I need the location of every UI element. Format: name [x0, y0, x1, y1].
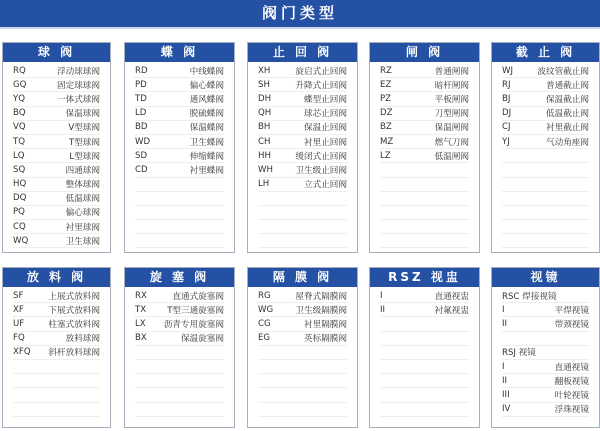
- valve-name: 缓闭式止回阀: [295, 151, 347, 162]
- valve-name: 保温球阀: [65, 109, 100, 120]
- valve-code: CG: [258, 318, 271, 329]
- list-item: [502, 192, 589, 206]
- list-item: [258, 289, 347, 303]
- valve-name: 衬里球阀: [65, 222, 100, 233]
- list-item: [380, 374, 469, 388]
- card-title: 截 止 阀: [492, 43, 599, 62]
- valve-name: 燃气刀阀: [434, 137, 469, 148]
- list-item: [502, 178, 589, 192]
- list-item: [502, 317, 589, 331]
- valve-code: DZ: [380, 108, 393, 119]
- valve-name: 翻板视镜: [554, 376, 589, 387]
- list-item: [258, 374, 347, 388]
- rsz-sight-cup-card: [369, 267, 480, 428]
- valve-name: 低温球阀: [65, 194, 100, 205]
- card-rows: [248, 287, 357, 428]
- valve-name: 整体球阀: [65, 180, 100, 191]
- list-item: [258, 388, 347, 402]
- list-item: [13, 374, 100, 388]
- list-item: [380, 417, 469, 428]
- valve-code: SF: [13, 290, 24, 301]
- list-item: [135, 332, 224, 346]
- diaphragm-valve-card: [247, 267, 358, 428]
- valve-name: 普通截止阀: [546, 80, 589, 91]
- list-item: [135, 374, 224, 388]
- valve-name: 下展式放料阀: [48, 305, 100, 316]
- card-title: 放 料 阀: [3, 268, 110, 287]
- valve-code: HH: [258, 150, 271, 161]
- valve-name: 带颈视镜: [554, 319, 589, 330]
- valve-code: WQ: [13, 235, 29, 246]
- valve-name: 保温蝶阀: [189, 123, 224, 134]
- valve-name: 保温闸阀: [434, 123, 469, 134]
- list-item: [135, 234, 224, 248]
- valve-name: 沥青专用旋塞阀: [163, 319, 224, 330]
- list-item: [502, 403, 589, 417]
- valve-code: RQ: [13, 65, 26, 76]
- valve-name: 卫生级隔膜阀: [295, 305, 347, 316]
- valve-name: 平焊视镜: [554, 305, 589, 316]
- card-rows: [3, 62, 110, 248]
- valve-code: III: [502, 389, 510, 400]
- list-item: [135, 64, 224, 78]
- list-item: [135, 360, 224, 374]
- list-item: [258, 121, 347, 135]
- gate-valve-card: [369, 42, 480, 253]
- list-item: [135, 163, 224, 177]
- card-rows: [492, 62, 599, 248]
- list-item: [502, 107, 589, 121]
- list-item: [13, 303, 100, 317]
- valve-code: TD: [135, 93, 147, 104]
- valve-name: 通风蝶阀: [189, 94, 224, 105]
- valve-name: 保温截止阀: [546, 94, 589, 105]
- card-title: 球 阀: [3, 43, 110, 62]
- valve-name: 浮动球球阀: [57, 66, 100, 77]
- list-item: [135, 178, 224, 192]
- valve-code: YJ: [502, 136, 510, 147]
- valve-code: RG: [258, 290, 271, 301]
- valve-name: 四通球阀: [65, 165, 100, 176]
- valve-code: CH: [258, 136, 271, 147]
- valve-name: 上展式放料阀: [48, 291, 100, 302]
- valve-code: XF: [13, 304, 24, 315]
- banner-divider: [0, 27, 600, 29]
- valve-code: BQ: [13, 108, 26, 119]
- discharge-valve-card: [2, 267, 111, 428]
- list-item: [380, 92, 469, 106]
- valve-name: V型球阀: [68, 123, 100, 134]
- card-title: 隔 膜 阀: [248, 268, 357, 287]
- valve-name: 低温截止阀: [546, 109, 589, 120]
- list-item: [13, 220, 100, 234]
- valve-code: SH: [258, 79, 270, 90]
- valve-code: BD: [135, 122, 148, 133]
- valve-code: II: [502, 318, 508, 329]
- list-item: [502, 135, 589, 149]
- valve-code: WG: [258, 304, 274, 315]
- valve-name: 立式止回阀: [304, 180, 347, 191]
- list-item: [502, 360, 589, 374]
- card-rows: [370, 287, 479, 428]
- valve-name: 卫生级止回阀: [295, 165, 347, 176]
- valve-code: QH: [258, 108, 272, 119]
- valve-code: RJ: [502, 79, 511, 90]
- card-rows: [3, 287, 110, 428]
- card-rows: [492, 287, 599, 417]
- list-item: [13, 346, 100, 360]
- list-item: [13, 417, 100, 428]
- list-item: [258, 403, 347, 417]
- valve-code: PQ: [13, 207, 25, 218]
- list-item: [135, 149, 224, 163]
- plug-valve-card: [124, 267, 235, 428]
- list-item: [13, 206, 100, 220]
- valve-code: RSJ 视镜: [502, 348, 536, 359]
- valve-name: 偏心蝶阀: [189, 80, 224, 91]
- list-item: [135, 317, 224, 331]
- valve-code: WH: [258, 164, 273, 175]
- list-item: [380, 78, 469, 92]
- list-item: [380, 332, 469, 346]
- valve-name: 球芯止回阀: [304, 109, 347, 120]
- list-item: [13, 234, 100, 248]
- valve-name: 衬里蝶阀: [189, 165, 224, 176]
- list-item: [135, 92, 224, 106]
- valve-name: 平板闸阀: [434, 94, 469, 105]
- card-title: 视镜: [492, 268, 599, 287]
- valve-code: TQ: [13, 136, 26, 147]
- list-item: [258, 149, 347, 163]
- valve-name: 直通视盅: [434, 291, 469, 302]
- valve-code: LD: [135, 108, 147, 119]
- list-item: [135, 220, 224, 234]
- list-item: [135, 107, 224, 121]
- valve-name: 叶轮视镜: [554, 390, 589, 401]
- card-title: RSZ 视盅: [370, 268, 479, 287]
- globe-valve-card: [491, 42, 600, 253]
- list-item: [258, 346, 347, 360]
- valve-name: 放料球阀: [65, 334, 100, 345]
- list-item: [13, 64, 100, 78]
- card-rows: [248, 62, 357, 248]
- valve-code: II: [502, 375, 508, 386]
- valve-code: PD: [135, 79, 147, 90]
- butterfly-valve-card: [124, 42, 235, 253]
- list-item: [502, 332, 589, 346]
- valve-name: 低温闸阀: [434, 151, 469, 162]
- valve-code: GQ: [13, 79, 27, 90]
- valve-name: 蝶型止回阀: [304, 94, 347, 105]
- valve-name: 保温止回阀: [304, 123, 347, 134]
- list-item: [13, 388, 100, 402]
- list-item: [258, 303, 347, 317]
- list-item: [502, 289, 589, 303]
- valve-code: II: [380, 304, 386, 315]
- list-item: [380, 163, 469, 177]
- valve-code: RSC 焊接视镜: [502, 291, 557, 302]
- valve-code: I: [502, 361, 505, 372]
- card-rows: [370, 62, 479, 248]
- valve-name: 直通式旋塞阀: [172, 291, 224, 302]
- valve-code: LZ: [380, 150, 391, 161]
- valve-code: SQ: [13, 164, 26, 175]
- valve-code: MZ: [380, 136, 394, 147]
- list-item: [380, 346, 469, 360]
- valve-name: 普通闸阀: [434, 66, 469, 77]
- list-item: [380, 317, 469, 331]
- card-title: 蝶 阀: [125, 43, 234, 62]
- valve-code: BH: [258, 122, 271, 133]
- list-item: [380, 234, 469, 248]
- card-rows: [125, 62, 234, 248]
- valve-code: SD: [135, 150, 148, 161]
- list-item: [502, 64, 589, 78]
- valve-code: BX: [135, 333, 147, 344]
- valve-name: 气动角座阀: [546, 137, 589, 148]
- list-item: [135, 403, 224, 417]
- list-item: [135, 121, 224, 135]
- valve-name: 浮珠视镜: [554, 405, 589, 416]
- list-item: [13, 360, 100, 374]
- valve-name: 直通视镜: [554, 362, 589, 373]
- list-item: [502, 149, 589, 163]
- valve-name: 斜杆放料球阀: [48, 348, 100, 359]
- valve-code: FQ: [13, 333, 25, 344]
- valve-name: 衬氟视盅: [434, 305, 469, 316]
- list-item: [380, 388, 469, 402]
- valve-code: WD: [135, 136, 151, 147]
- list-item: [135, 417, 224, 428]
- valve-name: 偏心球阀: [65, 208, 100, 219]
- list-item: [258, 78, 347, 92]
- valve-code: RZ: [380, 65, 392, 76]
- list-item: [258, 64, 347, 78]
- valve-name: 衬里隔膜阀: [304, 319, 347, 330]
- valve-code: RD: [135, 65, 148, 76]
- list-item: [380, 64, 469, 78]
- valve-name: 旋启式止回阀: [295, 66, 347, 77]
- list-item: [380, 206, 469, 220]
- list-item: [258, 107, 347, 121]
- valve-name: 柱塞式放料阀: [48, 319, 100, 330]
- valve-name: 中线蝶阀: [189, 66, 224, 77]
- ball-valve-card: [2, 42, 111, 253]
- list-item: [380, 220, 469, 234]
- list-item: [380, 403, 469, 417]
- page-title-banner: 阀门类型: [0, 0, 600, 27]
- valve-code: UF: [13, 318, 25, 329]
- valve-name: 一体式球阀: [57, 94, 100, 105]
- list-item: [380, 289, 469, 303]
- list-item: [13, 121, 100, 135]
- list-item: [258, 92, 347, 106]
- list-item: [258, 178, 347, 192]
- list-item: [258, 317, 347, 331]
- sight-glass-card: [491, 267, 600, 428]
- list-item: [13, 403, 100, 417]
- valve-name: 波纹管截止阀: [537, 66, 589, 77]
- valve-code: VQ: [13, 122, 26, 133]
- list-item: [380, 303, 469, 317]
- valve-name: 脱硫蝶阀: [189, 109, 224, 120]
- valve-name: 刀型闸阀: [434, 109, 469, 120]
- card-rows: [125, 287, 234, 428]
- list-item: [258, 135, 347, 149]
- list-item: [135, 289, 224, 303]
- valve-code: DQ: [13, 193, 27, 204]
- list-item: [13, 192, 100, 206]
- valve-code: RX: [135, 290, 147, 301]
- valve-name: L型球阀: [69, 151, 100, 162]
- list-item: [135, 346, 224, 360]
- valve-code: I: [502, 304, 505, 315]
- list-item: [135, 192, 224, 206]
- valve-code: LQ: [13, 150, 25, 161]
- list-item: [258, 220, 347, 234]
- valve-code: BZ: [380, 122, 392, 133]
- list-item: [502, 220, 589, 234]
- valve-name: 衬里止回阀: [304, 137, 347, 148]
- valve-name: T型三通旋塞阀: [167, 305, 224, 316]
- list-item: [13, 289, 100, 303]
- list-item: [13, 107, 100, 121]
- valve-code: WJ: [502, 65, 514, 76]
- valve-code: XFQ: [13, 347, 31, 358]
- valve-code: LX: [135, 318, 146, 329]
- list-item: [380, 107, 469, 121]
- list-item: [13, 163, 100, 177]
- list-item: [13, 317, 100, 331]
- list-item: [135, 78, 224, 92]
- list-item: [380, 149, 469, 163]
- list-item: [502, 92, 589, 106]
- card-title: 旋 塞 阀: [125, 268, 234, 287]
- list-item: [13, 149, 100, 163]
- valve-code: PZ: [380, 93, 392, 104]
- valve-name: 固定球球阀: [57, 80, 100, 91]
- valve-code: HQ: [13, 179, 27, 190]
- list-item: [502, 234, 589, 248]
- list-item: [380, 178, 469, 192]
- list-item: [135, 388, 224, 402]
- list-item: [135, 206, 224, 220]
- list-item: [502, 206, 589, 220]
- valve-code: DH: [258, 93, 272, 104]
- valve-name: 升降式止回阀: [295, 80, 347, 91]
- list-item: [13, 135, 100, 149]
- list-item: [502, 374, 589, 388]
- list-item: [502, 388, 589, 402]
- list-item: [13, 332, 100, 346]
- valve-code: XH: [258, 65, 271, 76]
- list-item: [380, 192, 469, 206]
- valve-name: 卫生球阀: [65, 236, 100, 247]
- valve-code: EG: [258, 333, 271, 344]
- valve-name: 衬里截止阀: [546, 123, 589, 134]
- list-item: [258, 192, 347, 206]
- valve-name: 卫生蝶阀: [189, 137, 224, 148]
- list-item: [258, 360, 347, 374]
- list-item: [258, 332, 347, 346]
- valve-code: EZ: [380, 79, 392, 90]
- valve-code: CJ: [502, 122, 511, 133]
- list-item: [258, 234, 347, 248]
- list-item: [502, 346, 589, 360]
- valve-name: 英标隔膜阀: [304, 334, 347, 345]
- valve-name: 暗杆闸阀: [434, 80, 469, 91]
- card-title: 止 回 阀: [248, 43, 357, 62]
- list-item: [502, 78, 589, 92]
- valve-name: 保温旋塞阀: [181, 334, 224, 345]
- list-item: [258, 163, 347, 177]
- valve-code: YQ: [13, 93, 26, 104]
- list-item: [502, 303, 589, 317]
- card-title: 闸 阀: [370, 43, 479, 62]
- list-item: [502, 163, 589, 177]
- list-item: [13, 92, 100, 106]
- list-item: [380, 121, 469, 135]
- valve-name: 伸缩蝶阀: [189, 151, 224, 162]
- list-item: [502, 121, 589, 135]
- valve-code: CQ: [13, 221, 26, 232]
- list-item: [13, 178, 100, 192]
- valve-code: DJ: [502, 108, 512, 119]
- list-item: [258, 417, 347, 428]
- list-item: [380, 360, 469, 374]
- check-valve-card: [247, 42, 358, 253]
- valve-code: BJ: [502, 93, 511, 104]
- valve-name: 屋脊式隔膜阀: [295, 291, 347, 302]
- list-item: [135, 303, 224, 317]
- list-item: [380, 135, 469, 149]
- list-item: [13, 78, 100, 92]
- valve-name: T型球阀: [68, 137, 100, 148]
- list-item: [258, 206, 347, 220]
- list-item: [135, 135, 224, 149]
- valve-code: LH: [258, 179, 270, 190]
- valve-code: TX: [135, 304, 147, 315]
- valve-code: IV: [502, 404, 511, 415]
- valve-code: CD: [135, 164, 148, 175]
- valve-code: I: [380, 290, 383, 301]
